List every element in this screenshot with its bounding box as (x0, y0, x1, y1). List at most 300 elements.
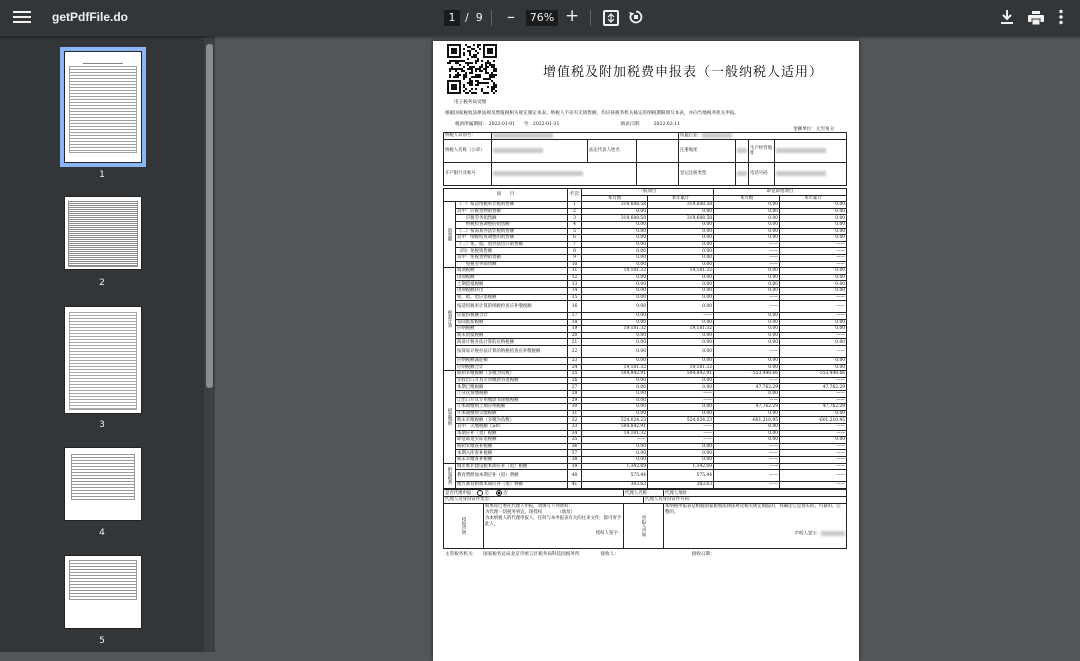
row-refund-ytd: 0.00 (780, 274, 847, 281)
row-month: 0.00 (582, 294, 648, 301)
thumbnail-sidebar (0, 36, 204, 652)
row-line: 24 (568, 364, 582, 371)
col-refund-month: 本月数 (714, 195, 780, 202)
page-separator: / (465, 11, 469, 24)
row-refund-month: -553,448.66 (714, 371, 780, 378)
table-row (444, 326, 847, 333)
row-refund-ytd: —— (780, 294, 847, 301)
row-month: 504,842.91 (582, 424, 648, 431)
row-ytd: 0.00 (648, 228, 714, 235)
row-month: 0.00 (582, 319, 648, 326)
page-thumbnail-3[interactable] (64, 306, 142, 414)
page-thumbnail-4[interactable] (64, 447, 142, 521)
row-item: 地方教育附加本期应补（退）费额 (456, 482, 568, 489)
row-line: 26 (568, 377, 582, 384)
pdf-page (433, 41, 859, 661)
row-refund-month: -601,210.95 (714, 417, 780, 424)
period-start: 2022-01-01 (488, 122, 516, 127)
declaration-table (443, 489, 847, 549)
row-month: 19,181.32 (582, 364, 648, 371)
row-ytd: 0.00 (648, 404, 714, 411)
table-row (444, 228, 847, 235)
period-row (455, 121, 680, 127)
row-refund-month: 0.00 (714, 202, 780, 209)
row-line: 20 (568, 332, 582, 339)
more-options-icon[interactable] (1058, 9, 1064, 25)
row-ytd: 0.00 (648, 332, 714, 339)
row-month: 0.00 (582, 384, 648, 391)
row-line: 25 (568, 371, 582, 378)
row-ytd: 0.00 (648, 319, 714, 326)
row-refund-month: 0.00 (714, 332, 780, 339)
table-row (444, 235, 847, 242)
row-line: 41 (568, 482, 582, 489)
row-item: 应纳税额 (456, 326, 568, 333)
form-title: 增值税及附加税费申报表（一般纳税人适用） (542, 65, 823, 80)
legal-rep-label: 法定代表人姓名 (588, 139, 637, 162)
row-item: 免税劳务销售额 (456, 261, 568, 268)
row-item: ①分次预缴税额 (456, 391, 568, 398)
table-row (444, 215, 847, 222)
row-line: 1 (568, 202, 582, 209)
table-row (444, 358, 847, 365)
row-refund-ytd: 47,762.29 (780, 384, 847, 391)
row-ytd: 1,342.69 (648, 463, 714, 470)
row-refund-ytd: 0.00 (780, 228, 847, 235)
table-row (444, 294, 847, 301)
row-refund-ytd: 0.00 (780, 287, 847, 294)
toolbar-divider (491, 10, 492, 26)
table-row (444, 313, 847, 320)
rotate-icon[interactable] (628, 9, 644, 25)
table-row (444, 301, 847, 313)
row-refund-month: 0.00 (714, 319, 780, 326)
table-row (444, 274, 847, 281)
taxpayer-id-label: 纳税人识别号： (444, 133, 492, 140)
toolbar-divider (590, 10, 591, 26)
row-line: 7 (568, 241, 582, 248)
row-item: 教育费附加本期应补（退）费额 (456, 470, 568, 482)
agent-yes-radio[interactable] (477, 490, 483, 496)
table-row (444, 268, 847, 275)
table-row (444, 456, 847, 463)
col-refund: 即征即退项目 (714, 189, 847, 196)
table-row (444, 410, 847, 417)
row-ytd: —— (648, 424, 714, 431)
row-refund-month: —— (714, 397, 780, 404)
row-month: 0.00 (582, 261, 648, 268)
bureau-label: 主管税务机关： (445, 552, 478, 557)
row-refund-ytd: 0.00 (780, 339, 847, 346)
row-ytd: 0.00 (648, 346, 714, 358)
table-row (444, 339, 847, 346)
row-item: ④本期缴纳欠缴税额 (456, 410, 568, 417)
row-item: 本期应补（退）税额 (456, 430, 568, 437)
table-row (444, 287, 847, 294)
row-line: 19 (568, 326, 582, 333)
col-general: 一般项目 (582, 189, 714, 196)
row-refund-month: —— (714, 248, 780, 255)
row-month: 0.00 (582, 443, 648, 450)
row-month: 0.00 (582, 301, 648, 313)
form-intro: 根据国家税收法律法规及增值税相关规定制定本表。纳税人不论有无销售额，均应按税务机关核定的纳税期限填写本表，并向当地税务机关申报。 (445, 111, 740, 116)
row-refund-month: 0.00 (714, 228, 780, 235)
phone-label: 电话号码 (749, 162, 775, 185)
receive-date-label: 接收日期： (691, 552, 715, 557)
row-line: 28 (568, 391, 582, 398)
row-refund-ytd: —— (780, 261, 847, 268)
table-row (444, 281, 847, 288)
row-refund-month: 0.00 (714, 287, 780, 294)
row-month: 504,842.91 (582, 371, 648, 378)
table-row (444, 371, 847, 378)
thumbnail-label: 5 (99, 636, 105, 646)
table-row (444, 377, 847, 384)
row-refund-ytd: —— (780, 391, 847, 398)
row-item: ③本期缴纳上期应纳税额 (456, 404, 568, 411)
redacted (493, 148, 543, 153)
row-item: 期初未缴查补税额 (456, 443, 568, 450)
row-refund-month: 0.00 (714, 215, 780, 222)
row-month: 0.00 (582, 274, 648, 281)
table-row (444, 221, 847, 228)
row-month: 0.00 (582, 391, 648, 398)
tax-return-table (443, 188, 847, 489)
row-refund-ytd: —— (780, 332, 847, 339)
redacted (493, 171, 583, 176)
filled-label: 填表日期： (620, 122, 644, 127)
row-ytd: —— (648, 397, 714, 404)
thumbnail-label: 3 (99, 420, 105, 430)
row-month: 0.00 (582, 208, 648, 215)
row-refund-month: —— (714, 463, 780, 470)
fit-to-page-icon[interactable] (603, 10, 619, 26)
row-ytd: —— (648, 313, 714, 320)
row-refund-month: 0.00 (714, 391, 780, 398)
col-line: 栏次 (568, 189, 582, 202)
page-number-input[interactable]: 1 (444, 10, 460, 26)
row-refund-ytd: —— (780, 254, 847, 261)
row-line: 4 (568, 221, 582, 228)
row-item: （三）免、抵、退办法出口销售额 (456, 241, 568, 248)
redacted (493, 133, 553, 138)
name-label: 纳税人名称（公章） (444, 139, 492, 162)
row-item: 其中：免税货物销售额 (456, 254, 568, 261)
row-ytd: 19,181.32 (648, 364, 714, 371)
row-refund-month: 0.00 (714, 281, 780, 288)
row-month: 1,342.69 (582, 463, 648, 470)
page-thumbnail-5[interactable] (64, 555, 142, 629)
table-row (444, 384, 847, 391)
period-label: 税款所属期间： (455, 122, 488, 127)
row-refund-ytd: -601,210.95 (780, 417, 847, 424)
row-item: 其中：纳税检查调整的销售额 (456, 235, 568, 242)
table-row (444, 319, 847, 326)
row-refund-month: 0.00 (714, 208, 780, 215)
row-line: 6 (568, 235, 582, 242)
row-line: 40 (568, 470, 582, 482)
agent-name-label: 代理人名称： (624, 490, 664, 497)
row-month: 0.00 (582, 346, 648, 358)
row-item: 其中：欠缴税额（≥0） (456, 424, 568, 431)
zoom-out-button[interactable]: – (507, 7, 515, 26)
row-month: 0.00 (582, 456, 648, 463)
thumbnail-label: 1 (99, 170, 105, 180)
row-line: 30 (568, 404, 582, 411)
row-month: 575.44 (582, 470, 648, 482)
row-month: 19,181.32 (582, 430, 648, 437)
row-item: 期末未缴税额（多缴为负数） (456, 417, 568, 424)
row-item: 期末留抵税额 (456, 332, 568, 339)
row-refund-month: —— (714, 456, 780, 463)
row-item: （一）按适用税率计税销售额 (456, 202, 568, 209)
row-refund-month: 0.00 (714, 268, 780, 275)
agent-cert-label: 代理人员身份证件类型： (444, 497, 644, 504)
sidebar-scrollbar-thumb[interactable] (206, 44, 213, 388)
table-row (444, 241, 847, 248)
row-refund-ytd: —— (780, 482, 847, 489)
row-refund-ytd: —— (780, 463, 847, 470)
row-refund-month: 0.00 (714, 313, 780, 320)
row-refund-month: —— (714, 254, 780, 261)
row-item: 应纳税额合计 (456, 364, 568, 371)
row-ytd: —— (648, 430, 714, 437)
row-refund-month: —— (714, 377, 780, 384)
row-month: 0.00 (582, 313, 648, 320)
row-refund-month: 47,762.29 (714, 384, 780, 391)
row-month: 0.00 (582, 228, 648, 235)
download-icon[interactable] (1000, 9, 1014, 25)
row-refund-month: —— (714, 261, 780, 268)
page-count (465, 11, 483, 24)
row-item: 本期已缴税额 (456, 384, 568, 391)
col-ytd: 本年累计 (648, 195, 714, 202)
row-ytd: 0.00 (648, 358, 714, 365)
section-extra: 附加税费 (444, 463, 456, 488)
row-month: 383.63 (582, 482, 648, 489)
row-item: 按适用税率计算的纳税检查应补缴税额 (456, 301, 568, 313)
reg-addr-label: 注册地址 (679, 139, 736, 162)
row-refund-month: —— (714, 301, 780, 313)
row-line: 21 (568, 339, 582, 346)
table-row (444, 424, 847, 431)
row-ytd: 0.00 (648, 248, 714, 255)
row-item: 应抵扣税额合计 (456, 313, 568, 320)
row-refund-ytd: 0.00 (780, 221, 847, 228)
row-refund-ytd: 0.00 (780, 358, 847, 365)
col-month: 本月数 (582, 195, 648, 202)
page-thumbnail-2[interactable] (64, 196, 142, 270)
row-item: 免、抵、退应退税额 (456, 294, 568, 301)
row-refund-ytd: 0.00 (780, 268, 847, 275)
row-ytd: 0.00 (648, 274, 714, 281)
row-line: 15 (568, 294, 582, 301)
row-item: （二）按简易办法计税销售额 (456, 228, 568, 235)
zoom-in-button[interactable]: + (565, 6, 580, 26)
row-line: 3 (568, 215, 582, 222)
row-line: 5 (568, 228, 582, 235)
table-row (444, 208, 847, 215)
row-refund-ytd: —— (780, 430, 847, 437)
row-refund-ytd: —— (780, 248, 847, 255)
table-row (444, 248, 847, 255)
row-month: 0.00 (582, 339, 648, 346)
redacted (776, 171, 826, 176)
print-icon[interactable] (1028, 10, 1044, 24)
row-ytd: —— (648, 437, 714, 444)
row-refund-month: —— (714, 470, 780, 482)
table-row (444, 364, 847, 371)
row-ytd: 0.00 (648, 301, 714, 313)
row-refund-ytd: —— (780, 346, 847, 358)
row-ytd: 0.00 (648, 450, 714, 457)
row-item: 上期留抵税额 (456, 281, 568, 288)
row-month: 0.00 (582, 241, 648, 248)
table-row (444, 430, 847, 437)
row-ytd: 0.00 (648, 261, 714, 268)
section-calc: 税款计算 (444, 268, 456, 371)
row-refund-month: —— (714, 450, 780, 457)
row-refund-ytd: —— (780, 301, 847, 313)
table-row (444, 332, 847, 339)
table-row (444, 437, 847, 444)
row-refund-ytd: 0.00 (780, 364, 847, 371)
row-refund-ytd: 0.00 (780, 437, 847, 444)
bank-label: 开户银行及账号 (444, 162, 492, 185)
row-ytd: 0.00 (648, 281, 714, 288)
row-line: 36 (568, 443, 582, 450)
row-month: —— (582, 437, 648, 444)
row-month: 319,608.58 (582, 215, 648, 222)
row-line: 18 (568, 319, 582, 326)
row-refund-ytd: —— (780, 377, 847, 384)
row-ytd: 524,024.23 (648, 417, 714, 424)
row-refund-ytd: —— (780, 443, 847, 450)
row-month: 0.00 (582, 377, 648, 384)
thumbnail-label: 4 (99, 528, 105, 538)
table-row (444, 202, 847, 209)
agent-no-radio[interactable] (496, 490, 502, 496)
row-refund-month: 0.00 (714, 339, 780, 346)
row-refund-month: —— (714, 482, 780, 489)
auth-text: 如果你已委托代理人申报，请填写下列资料： 为代理一切税务事宜，现授权 （地址） 为本纳税人的代理申报人，任何与本申报表有关的往来文件，都可寄予此人。 授权人签字： (484, 503, 624, 548)
col-refund-ytd: 本年累计 (780, 195, 847, 202)
page-thumbnail-1[interactable] (64, 51, 142, 163)
auth-title-cell: 授权声明 (444, 503, 484, 548)
row-ytd: 0.00 (648, 254, 714, 261)
row-month: 0.00 (582, 410, 648, 417)
row-refund-ytd: 47,762.29 (780, 404, 847, 411)
row-item: 期末未缴查补税额 (456, 456, 568, 463)
row-refund-month: 0.00 (714, 274, 780, 281)
row-line: 11 (568, 268, 582, 275)
row-item: 应税劳务销售额 (456, 215, 568, 222)
unit-label: 金额单位：元至角分 (793, 127, 835, 132)
row-month: 524,024.23 (582, 417, 648, 424)
row-refund-month: 0.00 (714, 430, 780, 437)
row-refund-ytd: 0.00 (780, 319, 847, 326)
row-ytd: 0.00 (648, 241, 714, 248)
row-line: 22 (568, 346, 582, 358)
table-row (444, 470, 847, 482)
row-ytd: 0.00 (648, 294, 714, 301)
table-row (444, 404, 847, 411)
bureau-name: 国家税务总局北京市密云区税务局科技园税务所 (483, 552, 580, 557)
row-ytd: 0.00 (648, 384, 714, 391)
row-ytd: 0.00 (648, 443, 714, 450)
row-refund-month: 47,762.29 (714, 404, 780, 411)
reg-type-label: 登记注册类型 (679, 162, 736, 185)
row-item: 期初未缴税额（多缴为负数） (456, 371, 568, 378)
row-item: 进项税额 (456, 274, 568, 281)
row-ytd: 0.00 (648, 221, 714, 228)
table-row (444, 450, 847, 457)
row-line: 9 (568, 254, 582, 261)
row-month: 19,181.32 (582, 268, 648, 275)
decl-title-cell: 申报人声明 (624, 503, 664, 548)
period-to: 至 (523, 122, 529, 127)
bureau-row (445, 551, 715, 557)
zoom-level-input[interactable]: 76% (526, 10, 558, 26)
row-line: 38 (568, 456, 582, 463)
row-line: 32 (568, 417, 582, 424)
row-line: 34 (568, 430, 582, 437)
menu-icon[interactable] (13, 9, 31, 27)
industry-label: 所属行业： (679, 133, 847, 140)
row-month: 0.00 (582, 404, 648, 411)
row-refund-month: —— (714, 346, 780, 358)
period-end: 2022-01-31 (532, 122, 560, 127)
table-row (444, 254, 847, 261)
row-line: 29 (568, 397, 582, 404)
row-ytd: 383.63 (648, 482, 714, 489)
document-title: getPdfFile.do (52, 10, 128, 24)
row-month: 0.00 (582, 221, 648, 228)
row-line: 33 (568, 424, 582, 431)
row-refund-ytd: 0.00 (780, 208, 847, 215)
row-refund-ytd: 0.00 (780, 235, 847, 242)
row-item: ②出口开具专用缴款书预缴税额 (456, 397, 568, 404)
row-item: 本期入库查补税额 (456, 450, 568, 457)
row-month: 0.00 (582, 450, 648, 457)
agent-question: 是否代理申报： 是 否 (444, 490, 624, 497)
table-row (444, 443, 847, 450)
row-refund-month: 0.00 (714, 364, 780, 371)
row-line: 10 (568, 261, 582, 268)
row-month: 0.00 (582, 248, 648, 255)
row-ytd: 0.00 (648, 208, 714, 215)
row-ytd: 0.00 (648, 456, 714, 463)
row-refund-ytd: —— (780, 470, 847, 482)
table-row (444, 463, 847, 470)
row-line: 37 (568, 450, 582, 457)
row-line: 13 (568, 281, 582, 288)
row-ytd: 575.44 (648, 470, 714, 482)
row-ytd: 0.00 (648, 377, 714, 384)
row-refund-month: 0.00 (714, 326, 780, 333)
table-row (444, 261, 847, 268)
row-item: （四）免税销售额 (456, 248, 568, 255)
row-refund-ytd: —— (780, 397, 847, 404)
row-refund-ytd: 0.00 (780, 410, 847, 417)
section-sales: 销售额 (444, 202, 456, 268)
row-refund-ytd: -553,448.66 (780, 371, 847, 378)
row-month: 0.00 (582, 235, 648, 242)
row-refund-ytd: 0.00 (780, 326, 847, 333)
row-item: 应纳税额减征额 (456, 358, 568, 365)
row-line: 39 (568, 463, 582, 470)
row-refund-month: 0.00 (714, 221, 780, 228)
